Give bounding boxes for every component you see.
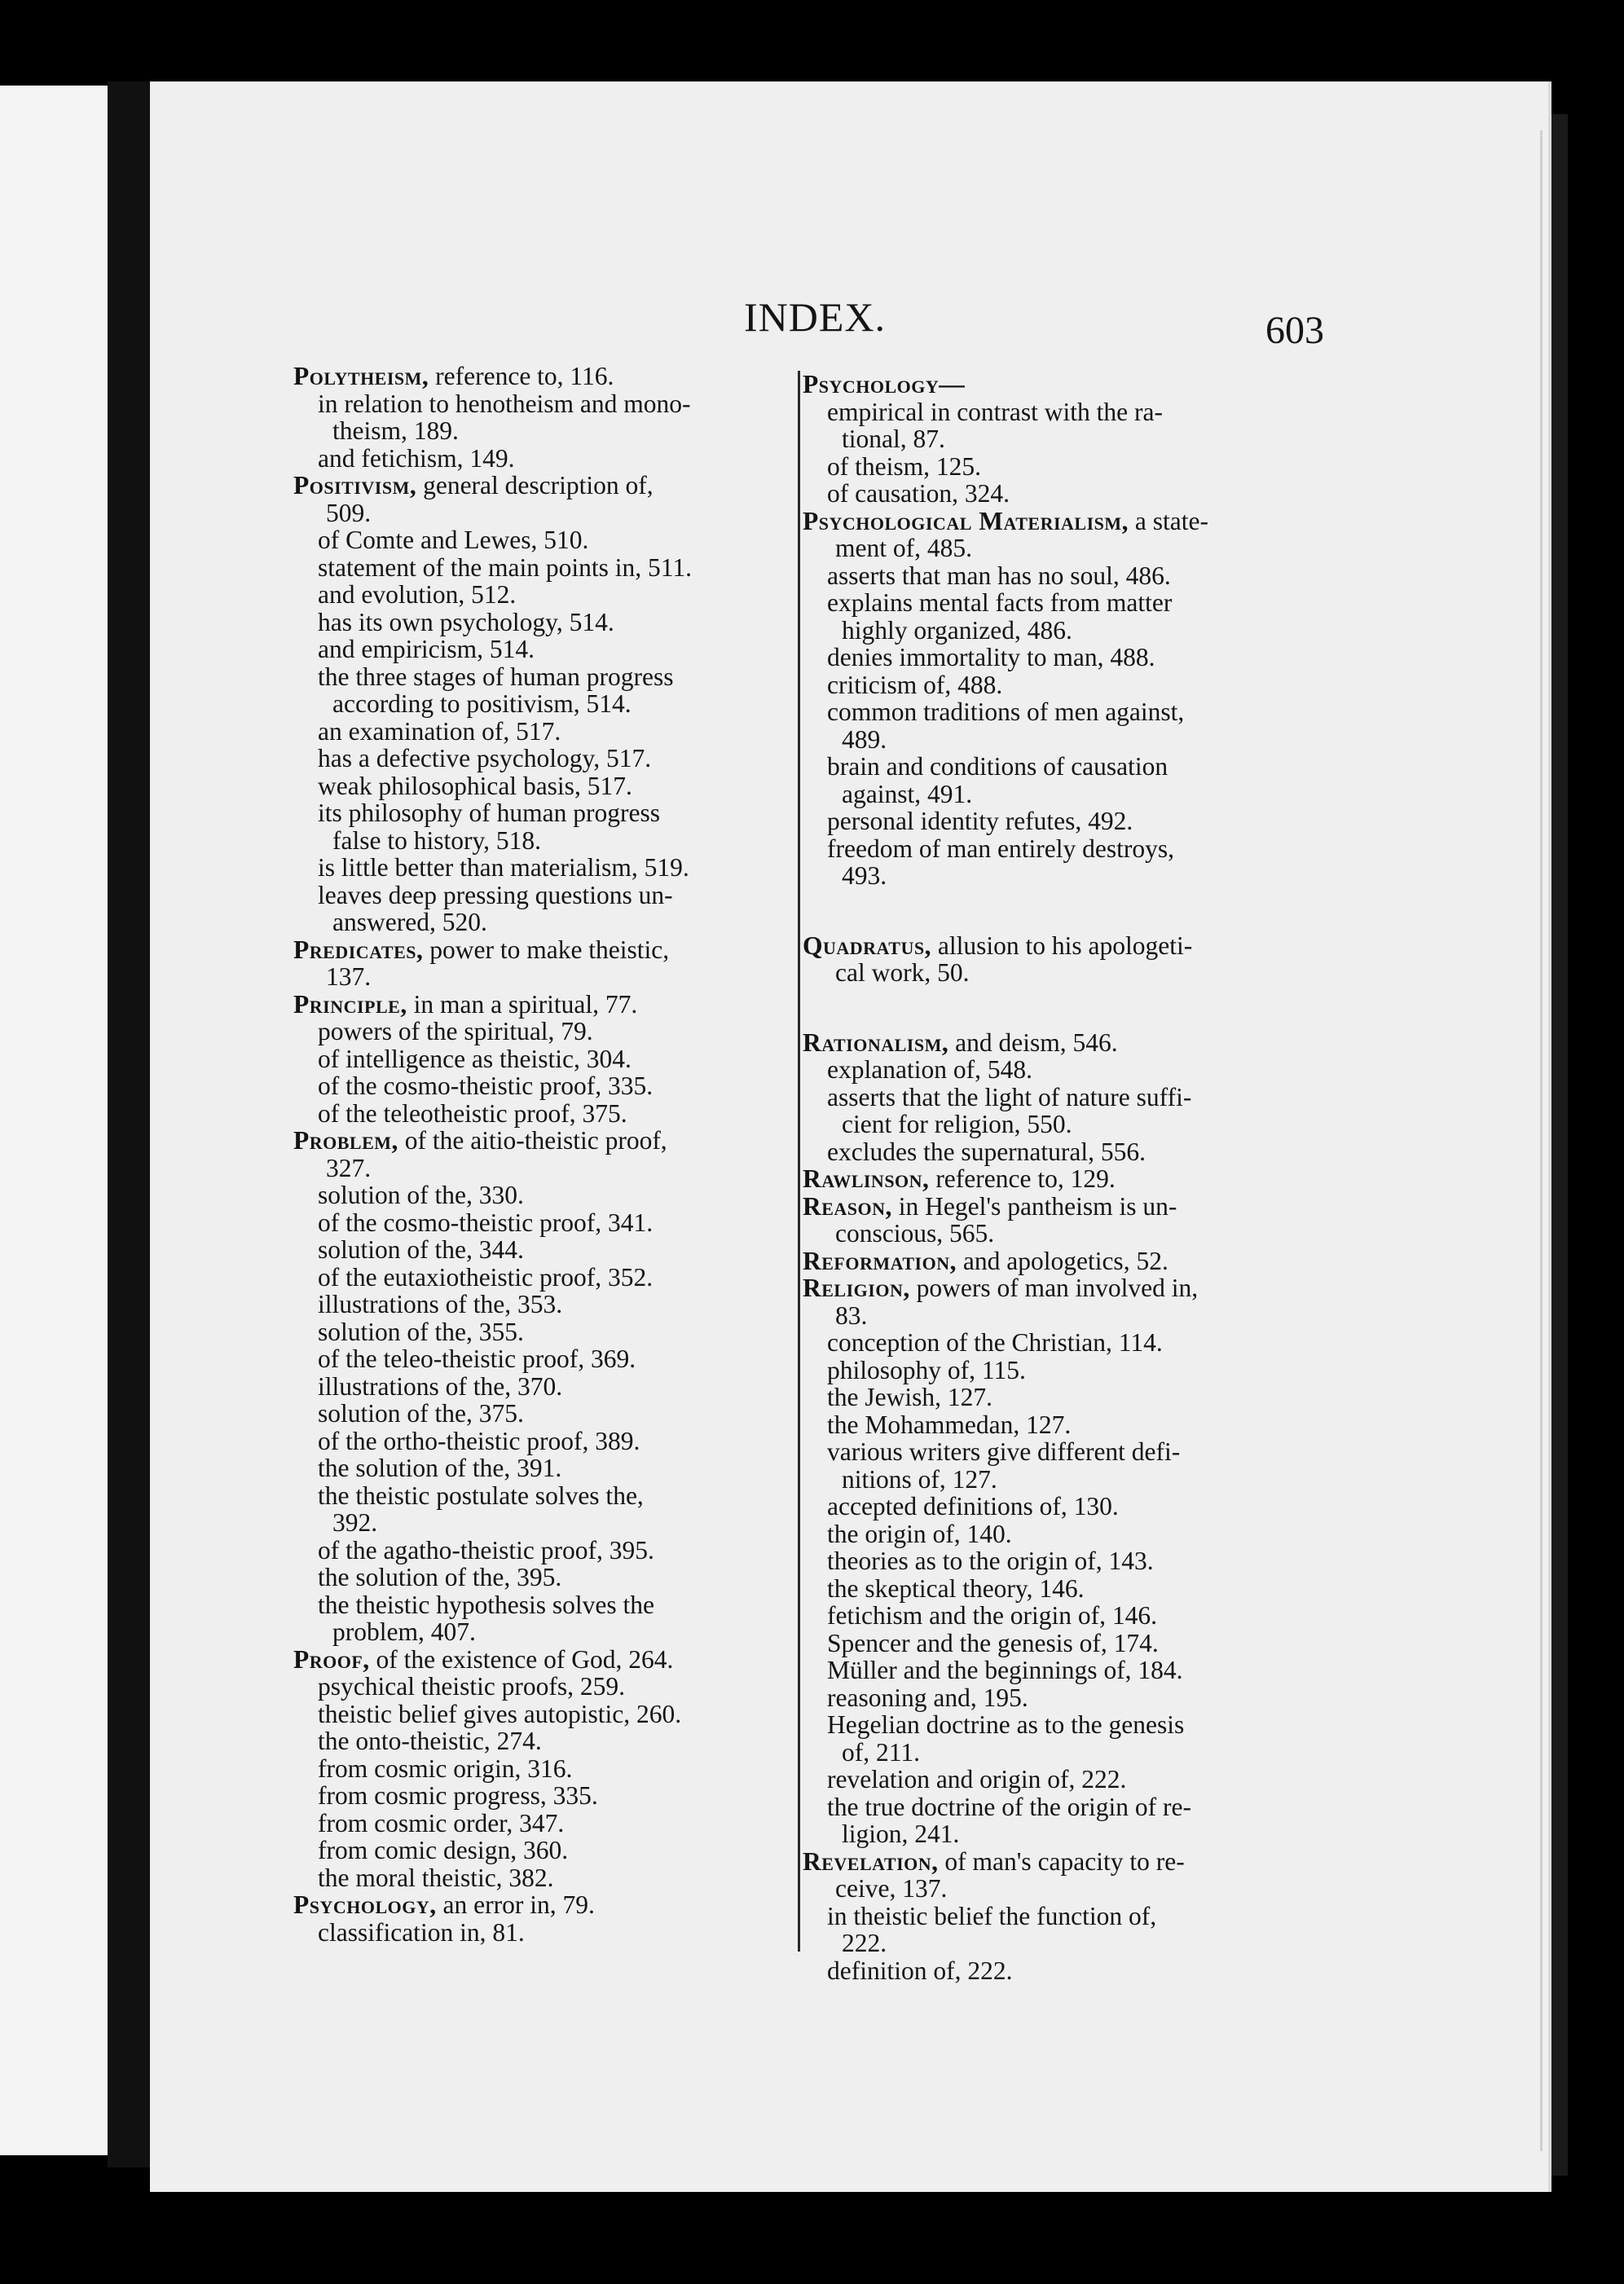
index-subentry [803,835,1304,890]
index-entry-text: allusion to his apologeti- [931,931,1193,960]
index-column-right [803,371,1304,1984]
index-subentry [293,1701,790,1728]
index-subentry [293,1236,790,1264]
index-subentry-line: Hegelian doctrine as to the genesis [827,1710,1185,1739]
index-subentry-line: asserts that man has no soul, 486. [827,561,1171,590]
index-entry [293,936,790,991]
index-subentry [803,1684,1304,1712]
index-entry [803,508,1304,890]
index-subentry-line: the Jewish, 127. [827,1383,992,1411]
index-subentry-line: the solution of the, 395. [318,1563,562,1591]
index-entry-continuation: 509. [326,498,372,527]
page-edge-shadow [1551,114,1568,2176]
index-subentry-line: the skeptical theory, 146. [827,1573,1085,1603]
index-entry-continuation: ceive, 137. [835,1874,948,1903]
index-subentry-line: in relation to henotheism and mono- [318,389,691,418]
index-entry [803,1248,1304,1275]
index-entry-main [803,1029,1304,1057]
index-subentry [293,1782,790,1810]
index-entry-text: reference to, 116. [429,362,614,390]
index-subentry [293,554,790,582]
index-entry-text: reference to, 129. [929,1164,1116,1193]
index-entry [803,371,1304,508]
index-subentry [293,1045,790,1073]
index-subentry [803,1575,1304,1603]
index-subentry [293,1864,790,1892]
index-subentry [803,1357,1304,1384]
index-subentry [803,1711,1304,1766]
index-subentry [803,562,1304,590]
index-subentry [293,1264,790,1292]
index-heading: Principle, [293,989,407,1019]
index-subentry [293,390,790,445]
index-subentry [803,1493,1304,1520]
index-subentry-line: from comic design, 360. [318,1836,569,1864]
index-subentry [293,1291,790,1318]
index-subentry-line: an examination of, 517. [318,716,561,746]
index-subentry-line: the theistic hypothesis solves the [318,1590,654,1619]
index-subentry [293,882,790,936]
index-subentry-line: of the eutaxiotheistic proof, 352. [318,1262,654,1292]
index-subentry [293,1482,790,1537]
index-subentry-line: of Comte and Lewes, 510. [318,526,589,554]
index-subentry-line: leaves deep pressing questions un- [318,880,673,909]
index-subentry-continuation: nitions of, 127. [842,1464,997,1494]
index-subentry [803,1657,1304,1684]
index-subentry [293,745,790,772]
index-entry-text: in Hegel's pantheism is un- [891,1191,1177,1221]
index-subentry [293,1919,790,1947]
index-subentry-line: Spencer and the genesis of, 174. [827,1628,1159,1657]
index-heading: Psychology— [803,370,966,398]
index-entry-text: of the existence of God, 264. [369,1644,674,1674]
index-entry-continuation: ment of, 485. [835,534,972,562]
index-entry [803,1165,1304,1193]
index-heading: Reason, [803,1191,892,1221]
index-subentry [293,581,790,609]
index-subentry [803,1630,1304,1657]
index-subentry-line: weak philosophical basis, 517. [318,771,632,800]
index-heading: Psychological Materialism, [803,506,1129,535]
index-subentry [803,1903,1304,1957]
index-subentry-line: fetichism and the origin of, 146. [827,1601,1158,1630]
index-entry-text: an error in, 79. [436,1890,595,1919]
index-subentry-line: empirical in contrast with the ra- [827,397,1163,426]
index-entry-text: and apologetics, 52. [957,1246,1168,1275]
index-heading: Psychology, [293,1890,437,1919]
index-subentry [293,663,790,718]
index-subentry-line: has a defective psychology, 517. [318,744,652,772]
index-subentry [803,1793,1304,1848]
index-subentry-continuation: answered, 520. [332,908,487,936]
book-binding-shadow [108,81,150,2167]
index-subentry [293,609,790,636]
index-entry-main [293,1127,790,1155]
index-entry-text: powers of man involved in, [909,1274,1199,1302]
index-subentry-continuation: according to positivism, 514. [332,689,632,718]
index-entry-main [803,932,1304,960]
index-subentry-line: brain and conditions of causation [827,752,1168,781]
index-entry-continuation: cal work, 50. [835,958,970,987]
index-subentry [803,453,1304,481]
index-subentry-line: statement of the main points in, 511. [318,552,693,582]
index-subentry [293,854,790,882]
index-subentry [293,1537,790,1564]
index-subentry [293,1018,790,1045]
index-subentry [803,671,1304,699]
page-number: 603 [1265,309,1324,352]
index-entry-main [803,1165,1304,1193]
index-subentry [803,1411,1304,1439]
index-subentry-line: from cosmic order, 347. [318,1808,565,1837]
index-subentry-line: of the teleotheistic proof, 375. [318,1098,627,1128]
index-subentry-continuation: 392. [332,1508,378,1537]
index-subentry-continuation: tional, 87. [842,425,945,453]
index-entry-main [293,991,790,1019]
index-subentry [803,644,1304,671]
index-subentry-line: philosophy of, 115. [827,1355,1026,1384]
index-subentry [803,1957,1304,1985]
index-entry-text: general description of, [416,471,654,499]
index-subentry-continuation: theism, 189. [332,416,459,445]
index-subentry [293,1727,790,1755]
index-subentry [803,1329,1304,1357]
index-subentry-line: of the cosmo-theistic proof, 341. [318,1208,654,1237]
index-entry-main [293,1891,790,1919]
index-subentry-continuation: problem, 407. [332,1617,476,1646]
index-subentry-line: definition of, 222. [827,1956,1013,1985]
index-subentry-line: the true doctrine of the origin of re- [827,1792,1191,1821]
index-subentry [293,1454,790,1482]
index-subentry-line: various writers give different defi- [827,1437,1181,1466]
index-subentry [293,1182,790,1209]
index-subentry-line: has its own psychology, 514. [318,607,614,636]
index-subentry-line: and fetichism, 149. [318,443,515,473]
index-subentry-line: reasoning and, 195. [827,1683,1028,1712]
index-subentry [293,1318,790,1346]
index-subentry-line: criticism of, 488. [827,670,1003,699]
index-subentry [803,480,1304,508]
index-subentry-line: the three stages of human progress [318,662,674,691]
index-subentry-continuation: against, 491. [842,779,973,808]
index-subentry-line: of intelligence as theistic, 304. [318,1044,632,1073]
index-entry-text: a state- [1129,506,1208,535]
index-subentry-line: denies immortality to man, 488. [827,643,1155,671]
index-subentry [293,1837,790,1864]
index-subentry-line: theories as to the origin of, 143. [827,1547,1154,1575]
index-subentry [293,1400,790,1428]
index-subentry-line: illustrations of the, 370. [318,1371,563,1401]
index-subentry-continuation: false to history, 518. [332,825,542,855]
index-subentry [803,589,1304,644]
index-subentry [293,1428,790,1455]
index-heading: Polytheism, [293,362,429,390]
index-subentry-line: and empiricism, 514. [318,635,535,663]
index-entry-continuation: 327. [326,1153,372,1182]
index-subentry-line: the onto-theistic, 274. [318,1727,542,1755]
index-subentry-line: common traditions of men against, [827,698,1185,726]
index-subentry [803,1084,1304,1138]
index-entry [293,1127,790,1646]
index-subentry-line: excludes the supernatural, 556. [827,1137,1146,1166]
index-subentry-line: its philosophy of human progress [318,799,660,827]
index-subentry [293,1591,790,1646]
index-subentry-line: asserts that the light of nature suffi- [827,1082,1192,1111]
index-subentry-line: personal identity refutes, 492. [827,807,1133,835]
index-subentry-line: the theistic postulate solves the, [318,1481,644,1510]
index-subentry-line: accepted definitions of, 130. [827,1492,1119,1520]
index-subentry [293,1755,790,1783]
page-title: INDEX. [743,294,887,340]
index-entry-text: in man a spiritual, 77. [407,989,638,1019]
index-subentry [803,398,1304,453]
index-heading: Reformation, [803,1246,957,1275]
index-subentry [293,1564,790,1591]
index-subentry [293,718,790,746]
index-heading: Religion, [803,1274,910,1302]
index-subentry [803,1138,1304,1166]
index-entry-text: power to make theistic, [423,935,670,964]
index-subentry-line: in theistic belief the function of, [827,1901,1157,1930]
index-subentry [293,1072,790,1100]
index-subentry-continuation: 489. [842,724,887,754]
index-subentry-line: of theism, 125. [827,451,981,481]
index-heading: Positivism, [293,471,417,499]
index-entry [293,363,790,472]
index-subentry-line: the moral theistic, 382. [318,1863,554,1892]
index-entry-continuation: 83. [835,1300,868,1330]
index-subentry [293,1209,790,1237]
index-subentry-line: solution of the, 344. [318,1235,524,1264]
index-subentry [293,772,790,800]
index-subentry-line: explanation of, 548. [827,1055,1032,1084]
index-entry [803,1848,1304,1985]
index-subentry-line: solution of the, 355. [318,1317,524,1346]
index-entry [293,1646,790,1892]
index-subentry-continuation: ligion, 241. [842,1820,960,1848]
index-entry-continuation: conscious, 565. [835,1219,995,1248]
index-heading: Revelation, [803,1846,939,1876]
index-subentry-line: psychical theistic proofs, 259. [318,1672,626,1701]
index-subentry [293,1100,790,1128]
index-subentry [803,753,1304,808]
index-heading: Proof, [293,1644,370,1674]
index-subentry-line: the Mohammedan, 127. [827,1410,1072,1439]
index-entry-text: of the aitio-theistic proof, [398,1126,667,1155]
index-subentry [293,1810,790,1837]
index-entry-main [803,1248,1304,1275]
index-subentry-line: conception of the Christian, 114. [827,1328,1163,1357]
index-subentry-line: freedom of man entirely destroys, [827,834,1174,863]
index-subentry-line: theistic belief gives autopistic, 260. [318,1699,682,1728]
index-subentry-continuation: cient for religion, 550. [842,1110,1072,1138]
index-entry-main [293,363,790,390]
index-subentry-line: of the cosmo-theistic proof, 335. [318,1072,654,1100]
page-edge-line [1540,130,1543,2151]
column-divider [798,371,800,1952]
index-entry-text: of man's capacity to re- [938,1846,1185,1876]
index-entry-main [803,508,1304,535]
index-subentry [293,526,790,554]
index-entry-main [803,1193,1304,1221]
index-subentry-line: the origin of, 140. [827,1519,1012,1548]
index-subentry-continuation: highly organized, 486. [842,615,1072,645]
index-entry [293,1891,790,1946]
index-subentry [293,1673,790,1701]
index-heading: Problem, [293,1126,398,1155]
index-subentry [803,1438,1304,1493]
index-entry [803,932,1304,987]
index-subentry [293,445,790,473]
index-subentry-line: solution of the, 330. [318,1181,524,1209]
index-entry-main [293,472,790,499]
index-heading: Rationalism, [803,1028,949,1057]
index-entry-text: and deism, 546. [948,1028,1118,1057]
index-subentry [803,1547,1304,1575]
index-subentry-line: of causation, 324. [827,479,1010,508]
index-subentry [293,636,790,663]
index-subentry-line: from cosmic progress, 335. [318,1781,598,1810]
index-subentry-line: and evolution, 512. [318,580,517,609]
index-subentry [293,1373,790,1401]
index-subentry-line: from cosmic origin, 316. [318,1754,573,1783]
index-subentry [803,1602,1304,1630]
index-column-left [293,363,790,1946]
index-entry [803,1029,1304,1166]
index-entry-main [293,936,790,964]
index-subentry [803,1384,1304,1411]
index-subentry-line: of the agatho-theistic proof, 395. [318,1535,654,1564]
index-subentry [803,698,1304,753]
index-subentry-continuation: of, 211. [842,1737,920,1767]
index-subentry [803,1056,1304,1084]
index-entry-main [803,1848,1304,1876]
index-subentry [293,799,790,854]
index-subentry-line: of the teleo-theistic proof, 369. [318,1344,636,1373]
index-entry [803,1274,1304,1848]
index-heading: Quadratus, [803,931,931,960]
index-entry [293,472,790,936]
index-subentry-line: the solution of the, 391. [318,1454,562,1482]
index-subentry-line: illustrations of the, 353. [318,1290,563,1318]
index-subentry-line: revelation and origin of, 222. [827,1765,1127,1793]
index-subentry-line: Müller and the beginnings of, 184. [827,1656,1183,1684]
index-subentry-line: solution of the, 375. [318,1399,524,1428]
index-entry [293,991,790,1128]
index-subentry [293,1345,790,1373]
index-subentry-line: powers of the spiritual, 79. [318,1017,593,1045]
index-entry-main [803,1274,1304,1302]
index-subentry-line: is little better than materialism, 519. [318,853,689,882]
index-subentry-line: classification in, 81. [318,1917,525,1947]
index-heading: Rawlinson, [803,1164,930,1193]
index-heading: Predicates, [293,935,424,964]
index-subentry [803,1520,1304,1548]
index-subentry [803,1766,1304,1793]
index-subentry-continuation: 222. [842,1929,887,1957]
index-entry-main [293,1646,790,1674]
index-subentry [803,808,1304,835]
index-entry [803,1193,1304,1248]
index-subentry-line: explains mental facts from matter [827,588,1173,617]
index-subentry-continuation: 493. [842,861,887,890]
index-subentry-line: of the ortho-theistic proof, 389. [318,1426,640,1455]
facing-page-edge [0,86,110,2155]
index-entry-main [803,371,1304,398]
index-entry-continuation: 137. [326,962,372,991]
